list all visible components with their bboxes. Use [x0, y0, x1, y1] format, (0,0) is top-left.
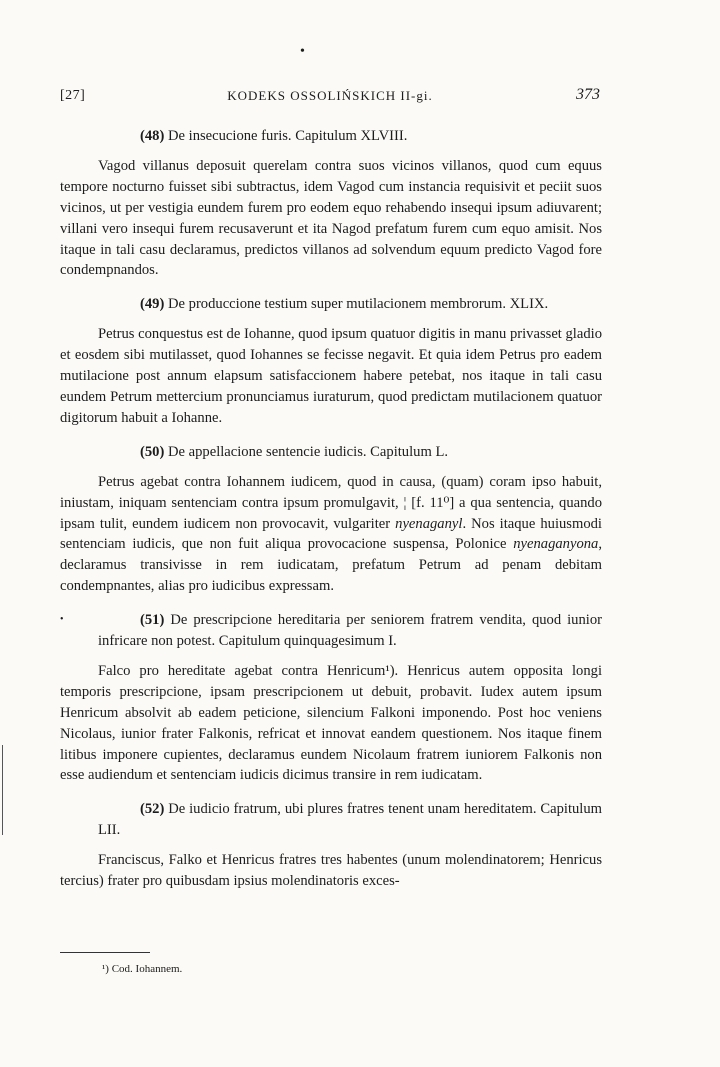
margin-mark: •: [60, 614, 64, 626]
section-title: De appellacione sentencie iudicis. Capitulum L.: [164, 443, 449, 460]
section-heading: [60, 799, 602, 841]
section-title: De produccione testium super mutilacionem membrorum. XLIX.: [164, 296, 549, 313]
page-number: 373: [576, 86, 600, 103]
paragraph-text: , declaramus transivisse in rem iudicatam, prefatum Petrum ad penam debitam condempnantes, alias pro iudicibus expressam.: [60, 536, 602, 595]
header-left-number: [27]: [60, 88, 86, 103]
header-title: KODEKS OSSOLIŃSKICH II-gi.: [227, 88, 433, 103]
section-number: (51): [140, 612, 165, 629]
paragraph-text: Vagod villanus deposuit querelam contra suos vicinos villanos, quod cum equus tempore nocturno fuisset sibi subtractus, idem Vagod cum instancia requisivit et peciit suos vicinos, ut per vestigia eundem furem pro eodem equo rehabendo insequi ipsum adiuvarent; villani vero insequi furem recusaverunt et ita Nagod prefatum furem cum equo amisit. Nos itaque in tali casu declaramus, predictos villanos ad solvendum equum predicto Vagod fore condempnandos.: [60, 157, 602, 279]
section-number: (50): [140, 443, 165, 460]
section-number: (49): [140, 296, 165, 313]
footnote-rule: [60, 952, 150, 953]
document-body: [60, 126, 602, 905]
section-heading: [60, 610, 602, 652]
section-number: (52): [140, 801, 165, 818]
paragraph-text: Petrus agebat contra Iohannem iudicem, quod in causa, (quam) coram ipso habuit, iniustam, iniquam sentenciam contra ipsum promulgavit, ¦ [f. 11⁰] a qua sentencia, quando ipsam tulit, eundem iudicem non provocavit, vulgariter: [60, 473, 602, 532]
section-heading: [60, 442, 602, 463]
section-paragraph: [60, 156, 602, 281]
section-title: De insecucione furis. Capitulum XLVIII.: [164, 128, 408, 144]
vernacular-term: nyenaganyona: [513, 536, 599, 553]
paragraph-text: . Nos itaque huiusmodi sentenciam iudicis, que non fuit aliqua provocacione suspensa, Polonice: [60, 515, 602, 553]
section-paragraph: [60, 850, 602, 892]
left-margin-rule: [2, 745, 3, 835]
vernacular-term: nyenaganyl: [395, 515, 463, 532]
section-number: (48): [140, 128, 165, 144]
paragraph-text: Petrus conquestus est de Iohanne, quod ipsum quatuor digitis in manu privasset gladio et eosdem sibi mutilasset, quod Iohannes se fecisse negavit. Et quia idem Petrus pro eadem mutilacione post annum elapsum satisfaccionem habere petebat, nos itaque in tali casu eundem Petrum mettercium pronunciamus iuraturum, quod predictam mutilacionem quatuor digitorum habuit a Iohanne.: [60, 326, 602, 426]
stray-dot: •: [300, 44, 305, 59]
section-heading: [60, 294, 602, 315]
section-heading: [60, 126, 602, 147]
section-title: De prescripcione hereditaria per seniorem fratrem vendita, quod iunior infricare non potest. Capitulum quinquagesimum I.: [98, 612, 602, 650]
section-paragraph: [60, 324, 602, 429]
paragraph-text: Falco pro hereditate agebat contra Henricum¹). Henricus autem opposita longi temporis prescripcione, ipsam prescripcionem ut debuit, probavit. Iudex autem ipsum Henricum absolvit ab eadem peticione, silencium Falkoni imponendo. Post hoc veniens Nicolaus, iunior frater Falkonis, refricat et innovat eandem questionem. Nos itaque finem litibus imponere cupientes, declaramus eundem Nicolaum fratrem iuniorem Falkonis non esse audiendum et sentenciam iudicis dicimus transire in rem iudicatam.: [60, 662, 602, 784]
footnote: ¹) Cod. Iohannem.: [102, 963, 183, 975]
running-header: [60, 86, 600, 108]
paragraph-text: Franciscus, Falko et Henricus fratres tres habentes (unum molendinatorem; Henricus tercius) frater pro quibusdam ipsius molendinatoris exces-: [60, 852, 602, 890]
section-paragraph: [60, 472, 602, 597]
section-paragraph: [60, 661, 602, 786]
section-title: De iudicio fratrum, ubi plures fratres tenent unam hereditatem. Capitulum LII.: [98, 801, 602, 839]
